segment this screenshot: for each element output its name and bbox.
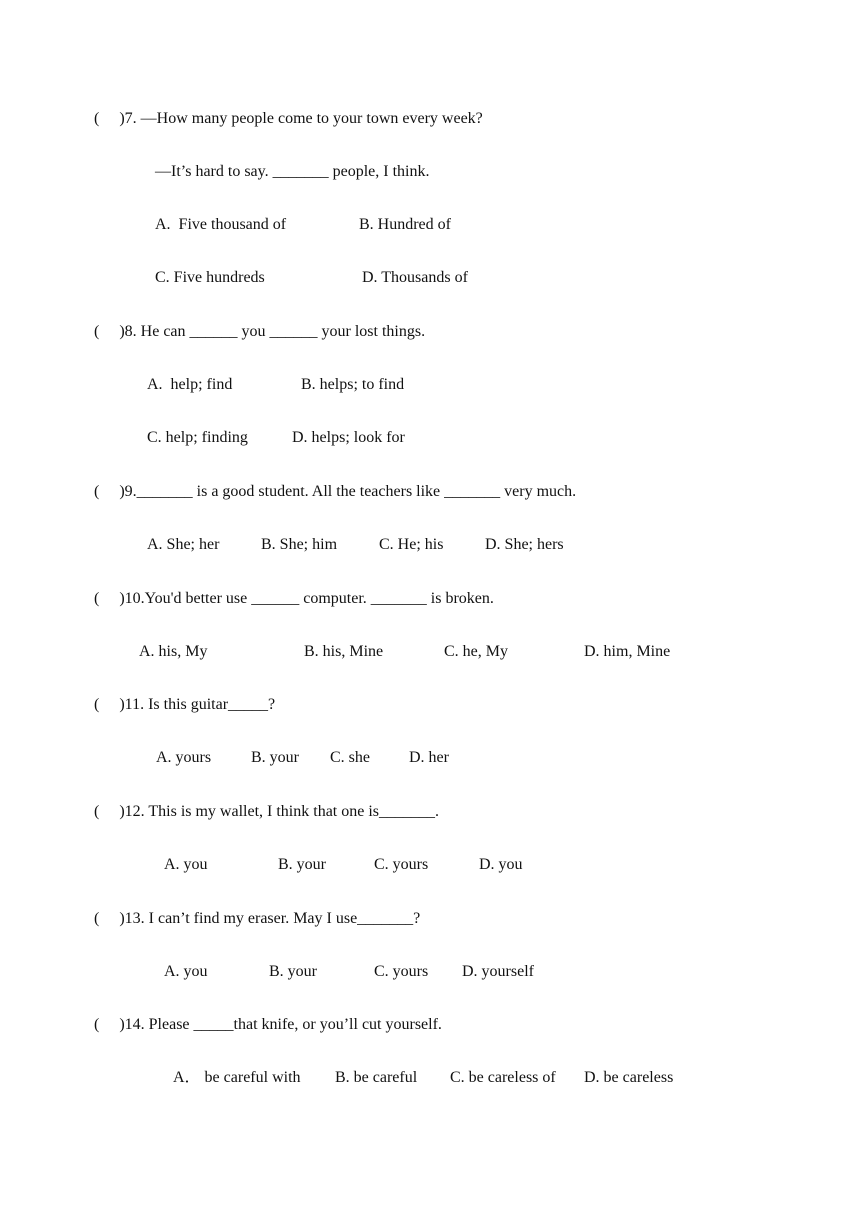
question-11-option-d: D. her <box>409 749 449 766</box>
question-8-stem: ( )8. He can ______ you ______ your lost things. <box>94 323 426 340</box>
question-11-option-a: A. yours <box>156 749 212 766</box>
question-9-option-c: C. He; his <box>379 536 444 553</box>
question-12-option-d: D. you <box>479 856 523 873</box>
question-14-option-b: B. be careful <box>335 1069 418 1086</box>
question-7-option-d: D. Thousands of <box>362 269 468 286</box>
question-7-option-c: C. Five hundreds <box>155 269 265 286</box>
question-9-option-d: D. She; hers <box>485 536 564 553</box>
question-10-stem: ( )10.You'd better use ______ computer. _______ is broken. <box>94 590 494 607</box>
question-10-option-d: D. him, Mine <box>584 643 671 660</box>
question-12-option-b: B. your <box>278 856 326 873</box>
question-11-option-b: B. your <box>251 749 299 766</box>
question-14-option-c: C. be careless of <box>450 1069 556 1086</box>
question-12-option-a: A. you <box>164 856 208 873</box>
question-13-stem: ( )13. I can’t find my eraser. May I use_______? <box>94 910 421 927</box>
question-14-option-a: A． be careful with <box>173 1069 301 1086</box>
question-11-stem: ( )11. Is this guitar_____? <box>94 696 276 713</box>
question-14-option-d: D. be careless <box>584 1069 674 1086</box>
question-8-option-d: D. helps; look for <box>292 429 405 446</box>
question-8-option-a: A. help; find <box>147 376 233 393</box>
question-7-option-b: B. Hundred of <box>359 216 451 233</box>
question-13-option-b: B. your <box>269 963 317 980</box>
question-9-option-a: A. She; her <box>147 536 220 553</box>
question-12-stem: ( )12. This is my wallet, I think that one is_______. <box>94 803 440 820</box>
question-9-stem: ( )9._______ is a good student. All the teachers like _______ very much. <box>94 483 577 500</box>
question-7-stem: ( )7. —How many people come to your town every week? <box>94 110 483 127</box>
question-14-stem: ( )14. Please _____that knife, or you’ll cut yourself. <box>94 1016 442 1033</box>
question-12-option-c: C. yours <box>374 856 429 873</box>
question-10-option-a: A. his, My <box>139 643 208 660</box>
question-9-option-b: B. She; him <box>261 536 338 553</box>
question-13-option-a: A. you <box>164 963 208 980</box>
question-7-option-a: A. Five thousand of <box>155 216 287 233</box>
question-10-option-c: C. he, My <box>444 643 508 660</box>
question-13-option-d: D. yourself <box>462 963 534 980</box>
question-8-option-c: C. help; finding <box>147 429 248 446</box>
question-13-option-c: C. yours <box>374 963 429 980</box>
question-10-option-b: B. his, Mine <box>304 643 384 660</box>
question-11-option-c: C. she <box>330 749 370 766</box>
question-8-option-b: B. helps; to find <box>301 376 405 393</box>
question-7-dialogue: —It’s hard to say. _______ people, I think. <box>155 163 430 180</box>
